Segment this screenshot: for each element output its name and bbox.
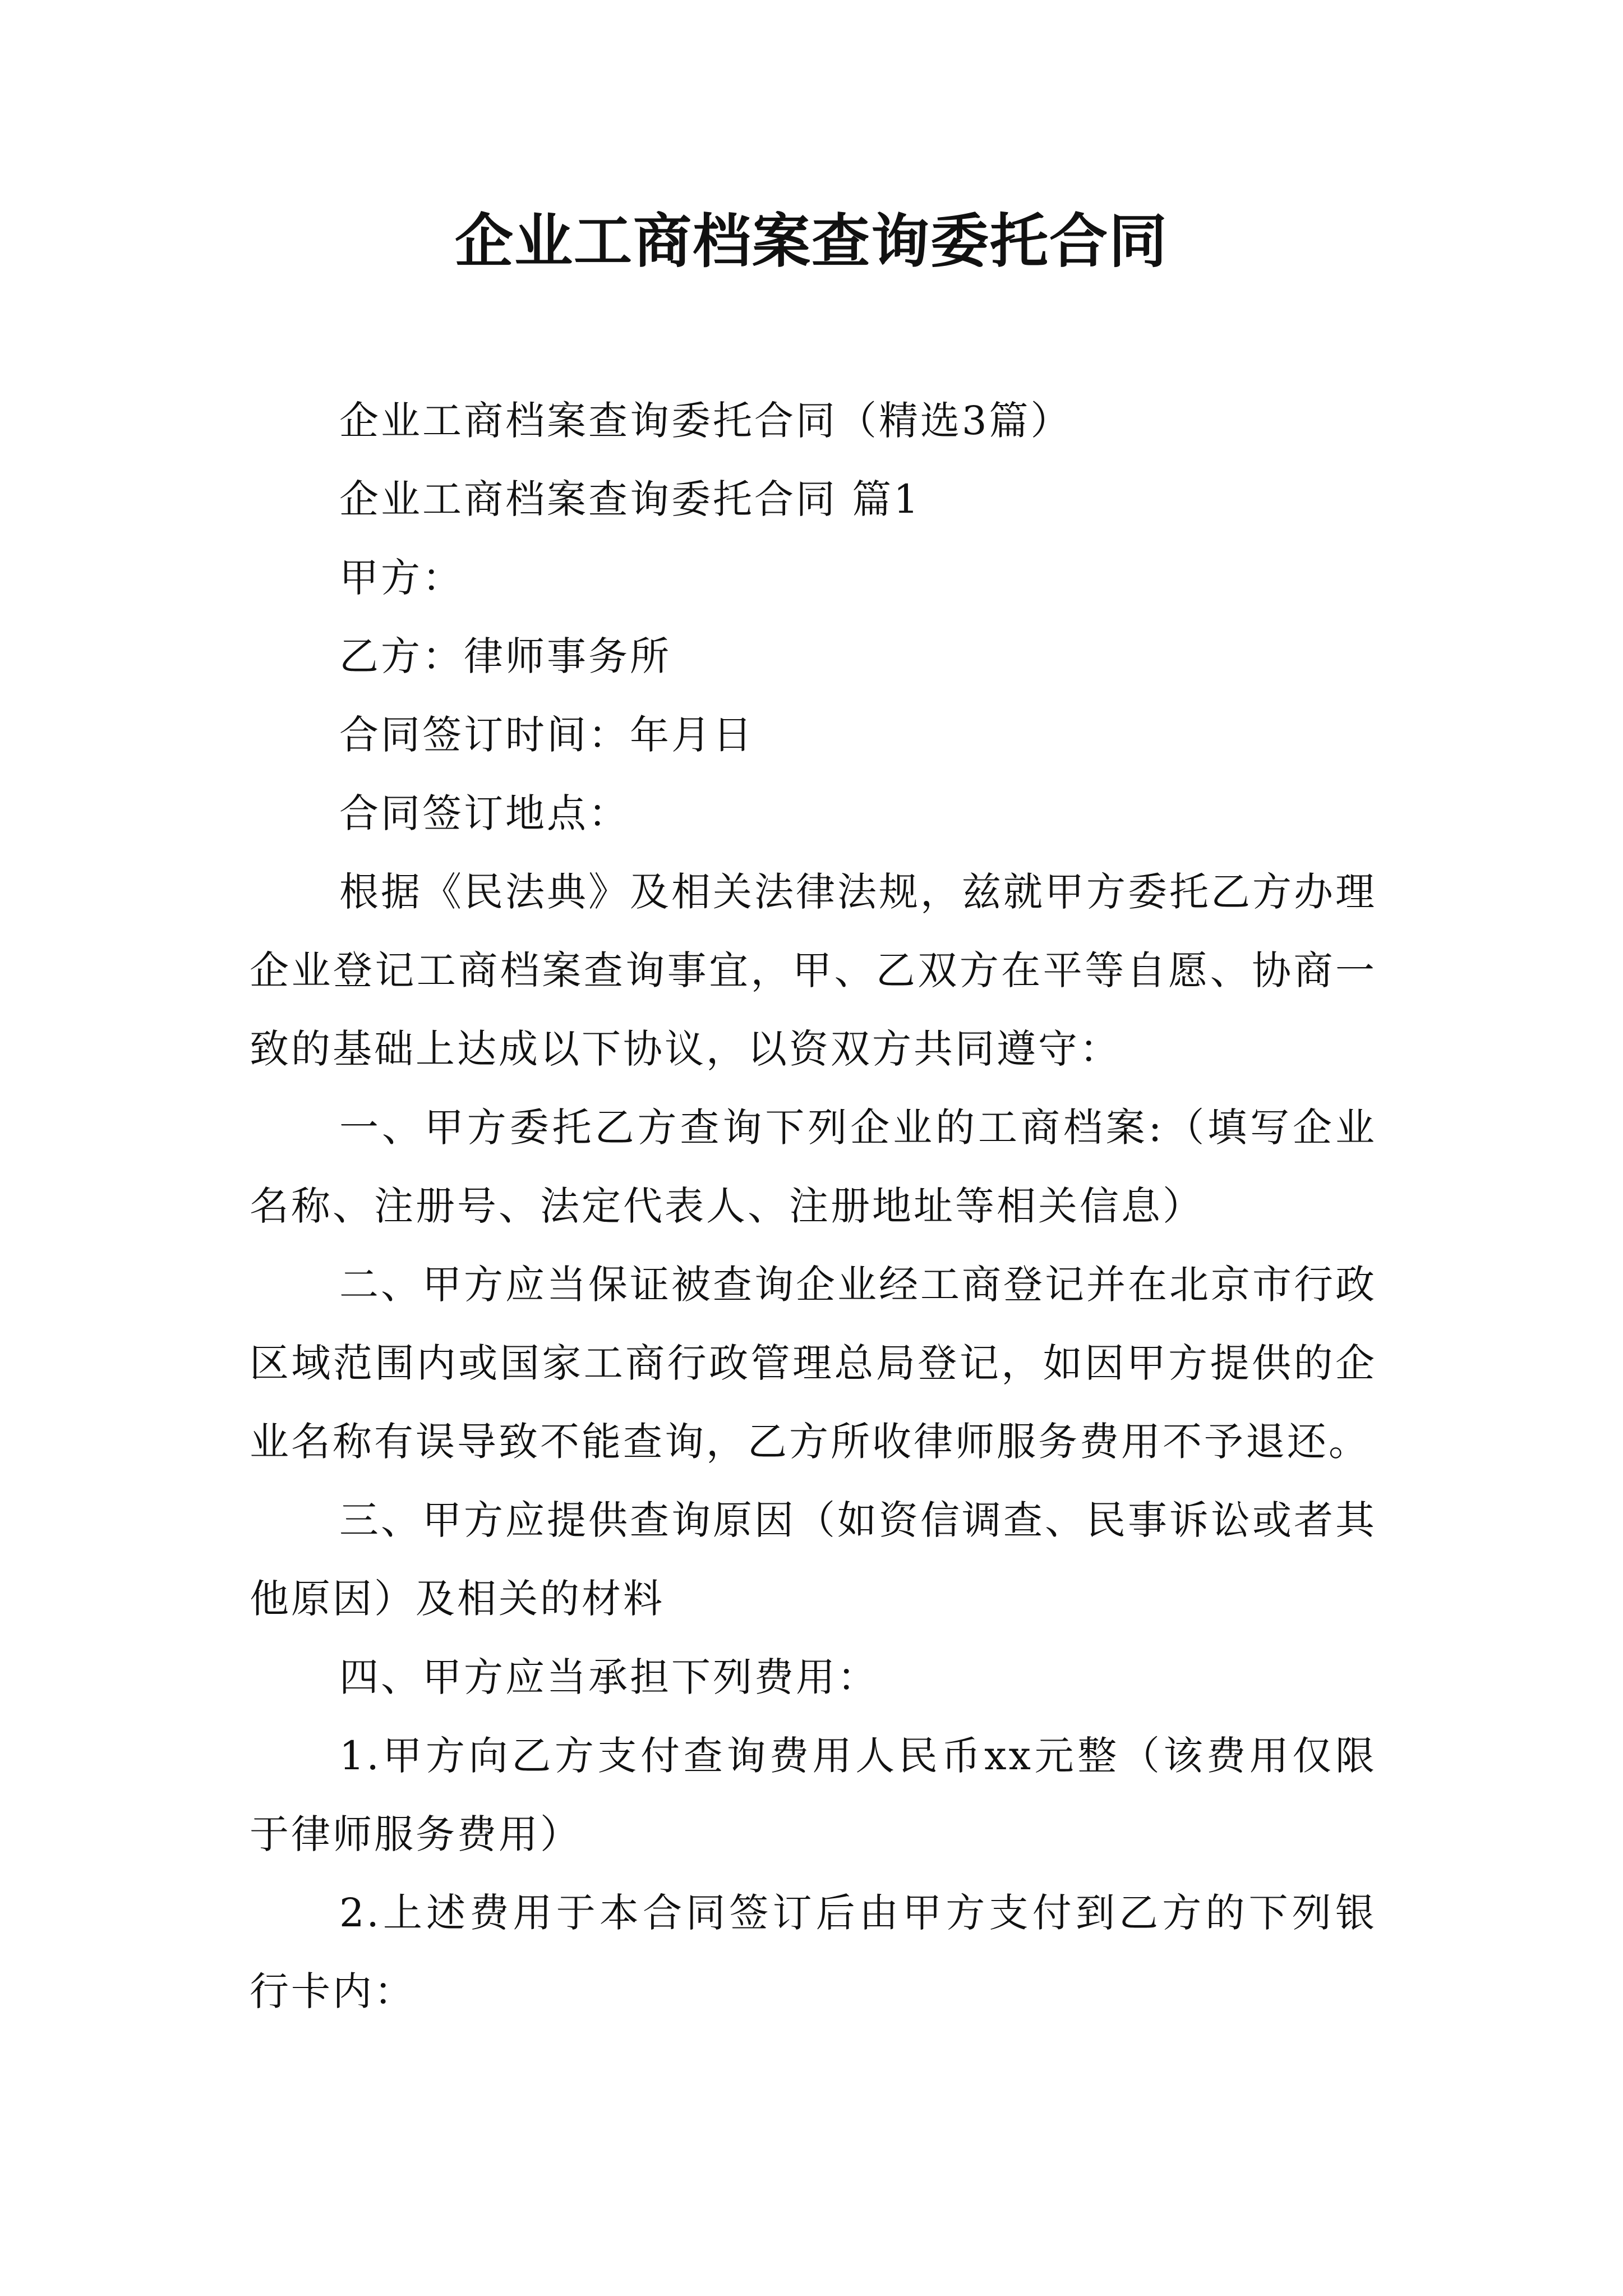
paragraph-preamble: 根据《民法典》及相关法律法规，兹就甲方委托乙方办理企业登记工商档案查询事宜，甲、乙双方在平等自愿、协商一致的基础上达成以下协议，以资双方共同遵守： (250, 869, 1377, 1072)
paragraph-clause-3: 三、甲方应提供查询原因（如资信调查、民事诉讼或者其他原因）及相关的材料 (250, 1497, 1377, 1622)
paragraph-clause-2: 二、甲方应当保证被查询企业经工商登记并在北京市行政区域范围内或国家工商行政管理总局登记，如因甲方提供的企业名称有误导致不能查询，乙方所收律师服务费用不予退还。 (250, 1262, 1377, 1465)
paragraph-section-heading: 企业工商档案查询委托合同 篇1 (339, 476, 921, 522)
paragraph-clause-4: 四、甲方应当承担下列费用： (339, 1654, 879, 1700)
paragraph-item-2: 2.上述费用于本合同签订后由甲方支付到乙方的下列银行卡内： (250, 1890, 1377, 2014)
paragraph-party-a: 甲方： (339, 555, 464, 601)
document-title: 企业工商档案查询委托合同 (454, 206, 1168, 275)
document-body (250, 381, 1377, 2031)
paragraph-clause-1: 一、甲方委托乙方查询下列企业的工商档案:（填写企业名称、注册号、法定代表人、注册地址等相关信息） (250, 1105, 1377, 1229)
paragraph-subtitle: 企业工商档案查询委托合同（精选3篇） (339, 398, 1072, 444)
paragraph-signing-place: 合同签订地点： (339, 790, 630, 836)
paragraph-item-1: 1.甲方向乙方支付查询费用人民币xx元整（该费用仅限于律师服务费用） (250, 1733, 1377, 1857)
paragraph-signing-date: 合同签订时间：年月日 (339, 712, 754, 758)
paragraph-party-b: 乙方：律师事务所 (339, 633, 671, 679)
